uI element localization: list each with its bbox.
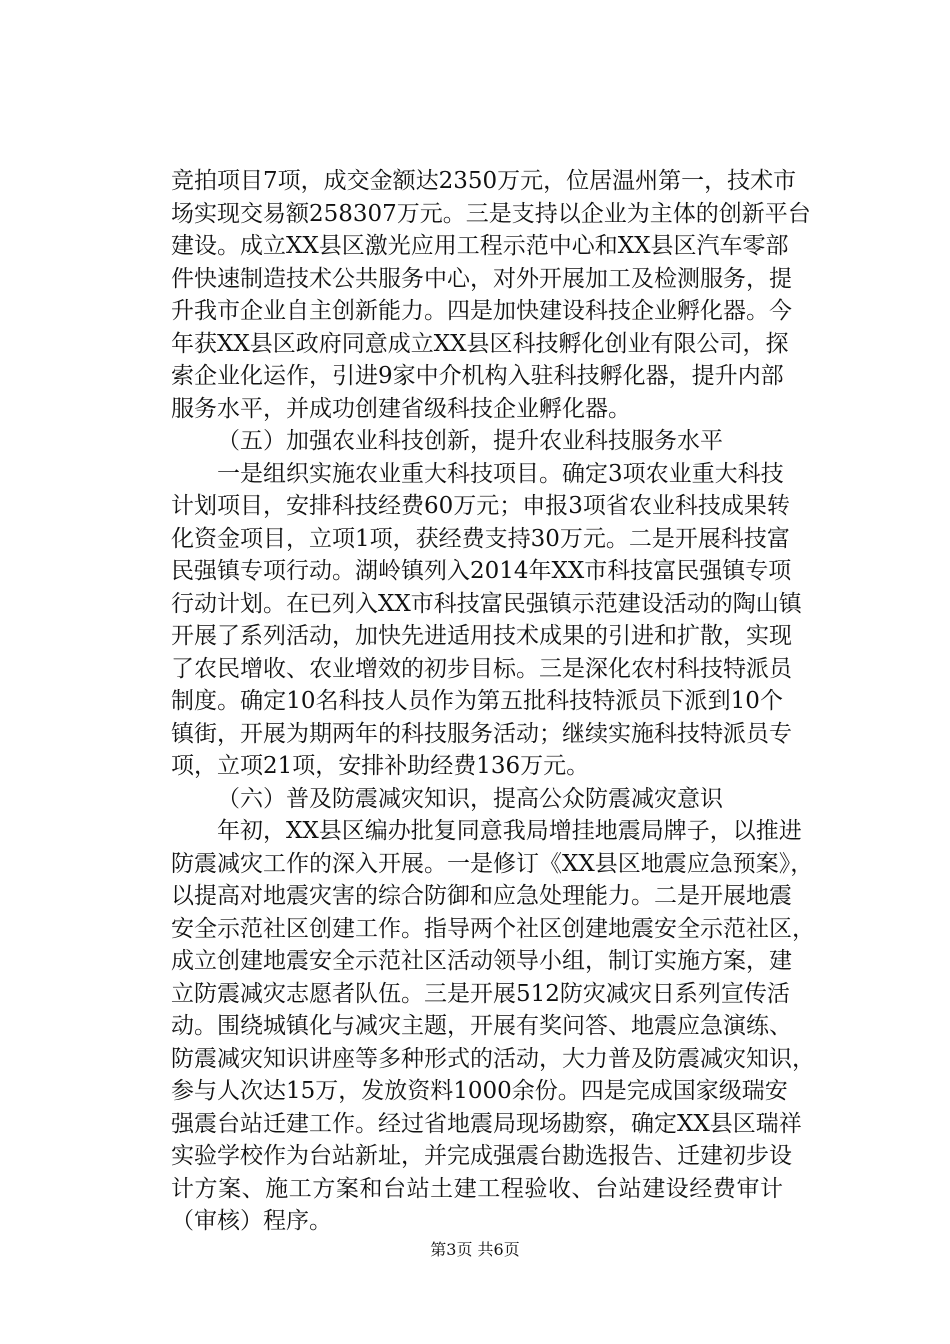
text-line: 动。围绕城镇化与减灾主题，开展有奖问答、地震应急演练、	[171, 1013, 792, 1039]
text-line: （六）普及防震减灾知识，提高公众防震减灾意识	[217, 785, 723, 812]
text-line: 强震台站迁建工作。经过省地震局现场勘察，确定XX县区瑞祥	[171, 1110, 802, 1137]
text-line: 服务水平，并成功创建省级科技企业孵化器。	[171, 395, 631, 422]
text-line: 年初，XX县区编办批复同意我局增挂地震局牌子，以推进	[217, 818, 802, 844]
page-footer: 第3页 共6页	[430, 1240, 520, 1259]
text-line: 升我市企业自主创新能力。四是加快建设科技企业孵化器。今	[171, 298, 792, 324]
text-line: 竞拍项目7项，成交金额达2350万元，位居温州第一，技术市	[171, 168, 797, 194]
text-line: 立防震减灾志愿者队伍。三是开展512防灾减灾日系列宣传活	[171, 980, 790, 1007]
text-line: 成立创建地震安全示范社区活动领导小组，制订实施方案，建	[171, 948, 792, 974]
text-line: （五）加强农业科技创新，提升农业科技服务水平	[217, 428, 723, 454]
text-line: 防震减灾知识讲座等多种形式的活动，大力普及防震减灾知识，	[171, 1045, 815, 1072]
text-line: 计划项目，安排科技经费60万元；申报3项省农业科技成果转	[171, 493, 790, 519]
text-line: 参与人次达15万，发放资料1000余份。四是完成国家级瑞安	[171, 1078, 788, 1104]
text-line: 年获XX县区政府同意成立XX县区科技孵化创业有限公司，探	[171, 330, 789, 357]
text-line: （审核）程序。	[171, 1208, 332, 1234]
text-line: 化资金项目，立项1项，获经费支持30万元。二是开展科技富	[171, 525, 790, 552]
text-line: 防震减灾工作的深入开展。一是修订《XX县区地震应急预案》，	[171, 850, 814, 877]
text-line: 开展了系列活动，加快先进适用技术成果的引进和扩散，实现	[171, 623, 792, 649]
text-line: 安全示范社区创建工作。指导两个社区创建地震安全示范社区，	[171, 915, 815, 942]
text-line: 民强镇专项行动。湖岭镇列入2014年XX市科技富民强镇专项	[171, 558, 792, 584]
text-line: 制度。确定10名科技人员作为第五批科技特派员下派到10个	[171, 688, 783, 714]
text-line: 计方案、施工方案和台站土建工程验收、台站建设经费审计	[171, 1175, 783, 1202]
text-line: 场实现交易额258307万元。三是支持以企业为主体的创新平台	[171, 200, 811, 227]
text-line: 以提高对地震灾害的综合防御和应急处理能力。二是开展地震	[171, 883, 792, 909]
text-line: 索企业化运作，引进9家中介机构入驻科技孵化器，提升内部	[171, 363, 784, 389]
text-line: 镇街，开展为期两年的科技服务活动；继续实施科技特派员专	[171, 720, 792, 747]
body-text	[171, 165, 815, 1238]
text-line: 实验学校作为台站新址，并完成强震台勘选报告、迁建初步设	[171, 1143, 792, 1169]
text-line: 了农民增收、农业增效的初步目标。三是深化农村科技特派员	[171, 655, 792, 682]
text-line: 项，立项21项，安排补助经费136万元。	[171, 753, 590, 779]
text-line: 一是组织实施农业重大科技项目。确定3项农业重大科技	[217, 460, 784, 487]
text-line: 件快速制造技术公共服务中心，对外开展加工及检测服务，提	[171, 265, 792, 292]
text-line: 行动计划。在已列入XX市科技富民强镇示范建设活动的陶山镇	[171, 590, 802, 617]
text-line: 建设。成立XX县区激光应用工程示范中心和XX县区汽车零部	[171, 233, 789, 259]
